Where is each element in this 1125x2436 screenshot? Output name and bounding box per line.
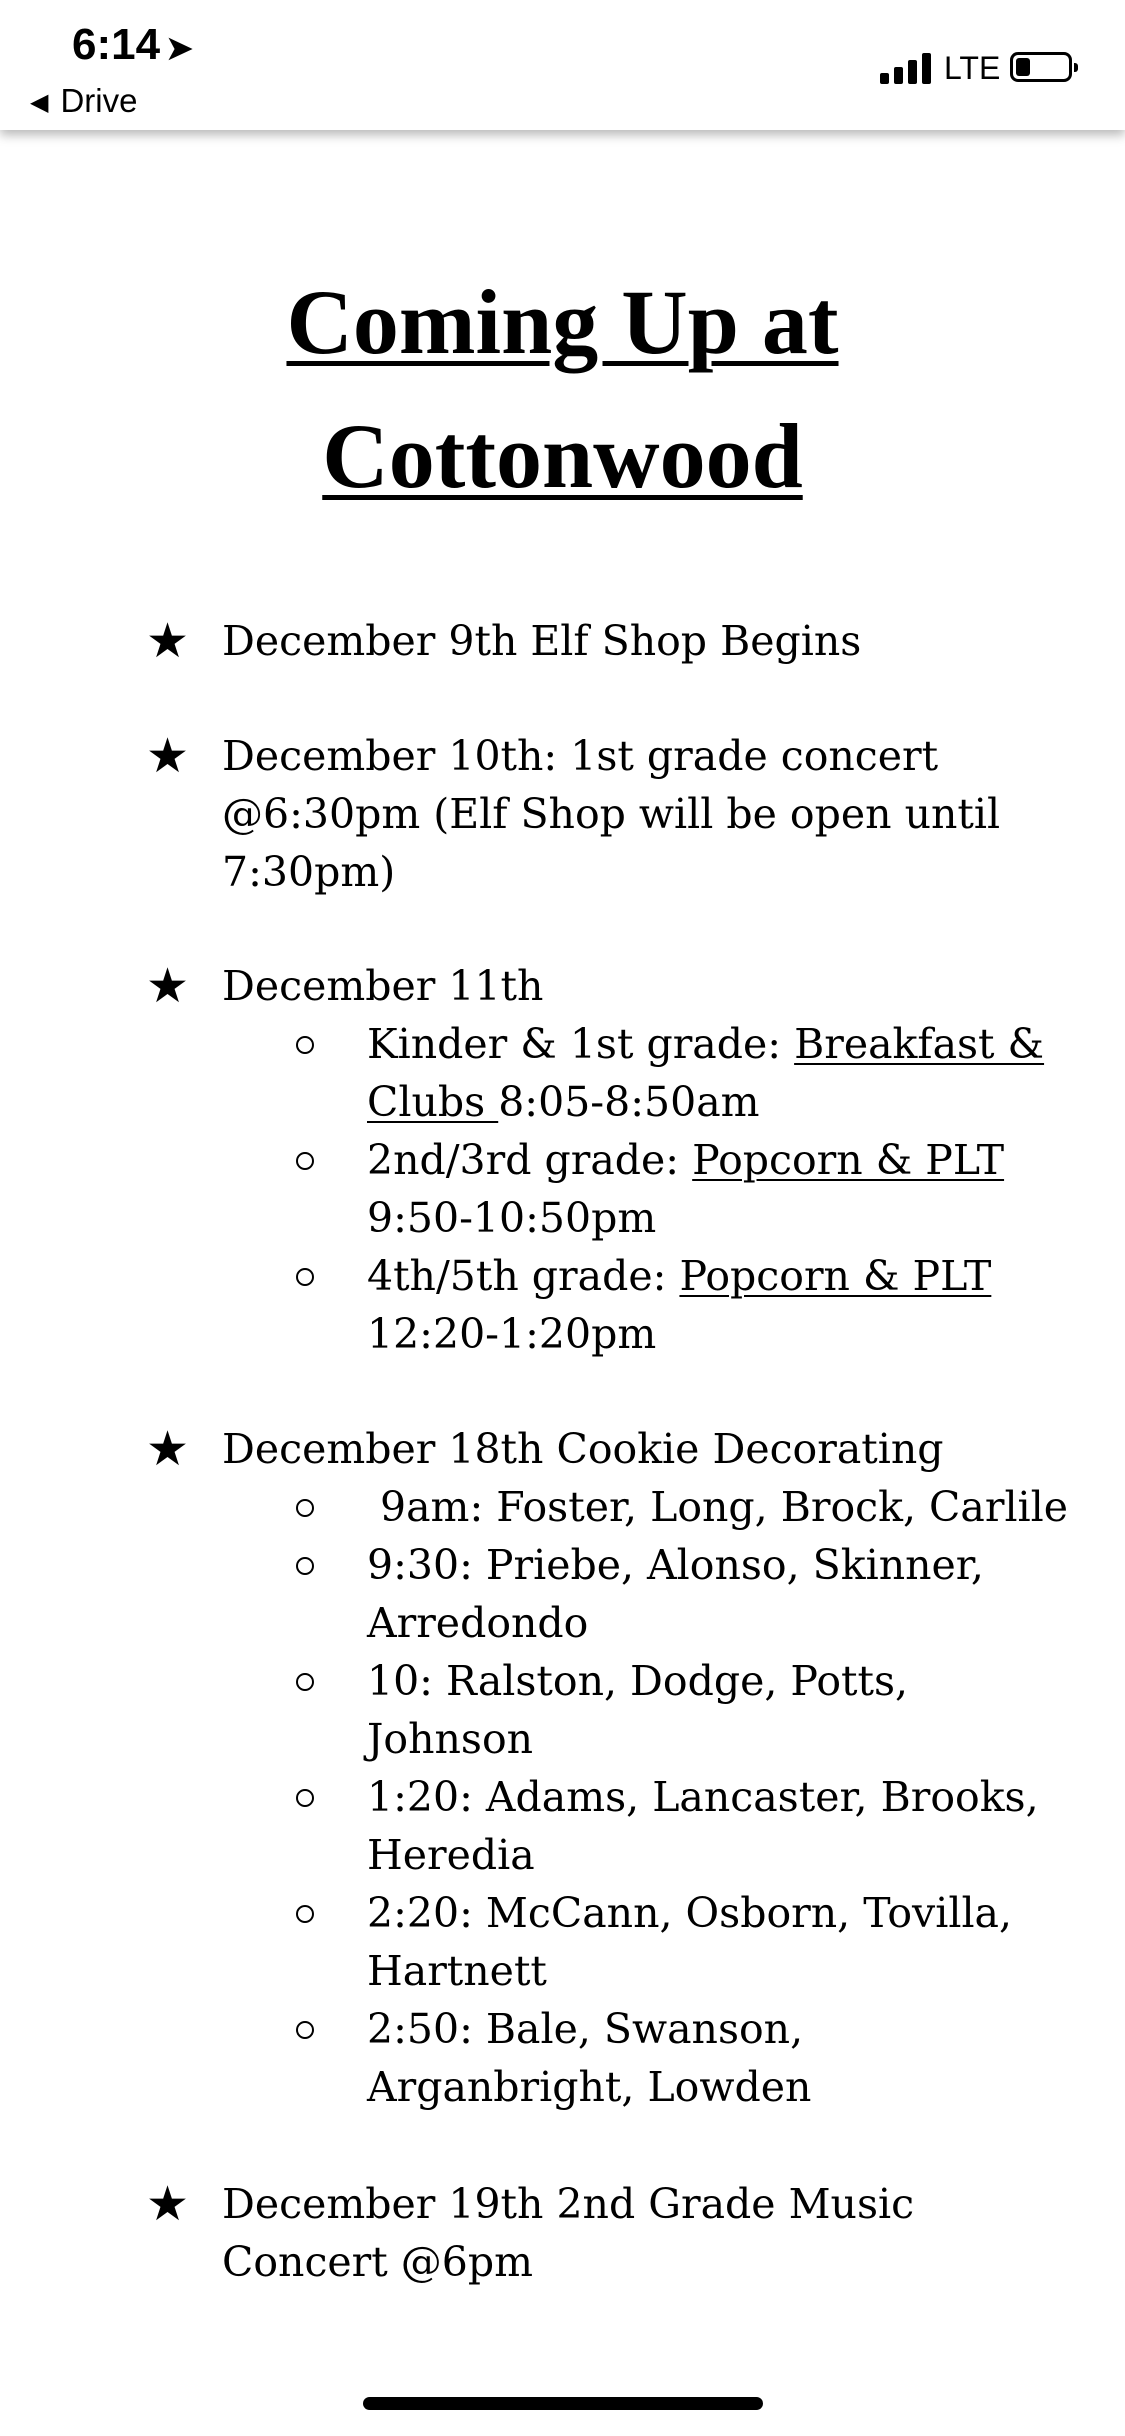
popcorn-plt-link[interactable]: Popcorn & PLT (679, 1252, 992, 1300)
list-item-continued: Arredondo (367, 1599, 589, 1647)
list-item (367, 1247, 991, 1305)
popcorn-plt-link[interactable]: Popcorn & PLT (692, 1136, 1005, 1184)
event-text: Concert @6pm (222, 2238, 534, 2286)
list-item: 9am: Foster, Long, Brock, Carlile (367, 1483, 1069, 1531)
circle-bullet-icon (296, 1673, 314, 1691)
clock-time: 6:14 (72, 20, 161, 69)
circle-bullet-icon (296, 1268, 314, 1286)
circle-bullet-icon (296, 1152, 314, 1170)
list-item: 9:30: Priebe, Alonso, Skinner, (367, 1541, 984, 1589)
breakfast-clubs-link-cont[interactable]: Clubs (367, 1078, 499, 1126)
circle-bullet-icon (296, 1905, 314, 1923)
item-label: 4th/5th grade: (367, 1252, 680, 1300)
cellular-signal-icon (880, 52, 936, 84)
circle-bullet-icon (296, 1499, 314, 1517)
list-item: 1:20: Adams, Lancaster, Brooks, (367, 1773, 1039, 1821)
star-bullet-icon: ★ (146, 613, 190, 669)
breakfast-clubs-link[interactable]: Breakfast & (794, 1020, 1045, 1068)
list-item-continued: Arganbright, Lowden (367, 2063, 812, 2111)
network-type: LTE (944, 50, 1001, 86)
list-item (367, 1131, 1004, 1189)
item-label: Kinder & 1st grade: (367, 1020, 795, 1068)
event-text: December 11th (222, 962, 544, 1010)
item-time: 12:20-1:20pm (367, 1310, 657, 1358)
event-text: December 10th: 1st grade concert (222, 732, 939, 780)
status-bar (0, 0, 1125, 130)
circle-bullet-icon (296, 1036, 314, 1054)
list-item-continued: Johnson (367, 1715, 534, 1763)
battery-icon (1010, 52, 1072, 82)
title-line-2: Cottonwood (322, 405, 803, 507)
event-text: December 18th Cookie Decorating (222, 1425, 944, 1473)
home-indicator[interactable] (363, 2397, 763, 2410)
back-label: Drive (60, 82, 138, 119)
star-bullet-icon: ★ (146, 728, 190, 784)
back-triangle-icon: ◀ (30, 89, 49, 116)
item-time: 8:05-8:50am (498, 1078, 760, 1126)
clock (72, 20, 193, 70)
event-text: @6:30pm (Elf Shop will be open until (222, 790, 1001, 838)
location-arrow-icon: ➤ (166, 30, 193, 66)
title-line-1: Coming Up at (286, 271, 839, 373)
list-item-continued: Heredia (367, 1831, 535, 1879)
event-text: 7:30pm) (222, 848, 396, 896)
list-item-continued (367, 1073, 760, 1131)
list-item-continued: Hartnett (367, 1947, 547, 1995)
circle-bullet-icon (296, 2021, 314, 2039)
list-item: 2:20: McCann, Osborn, Tovilla, (367, 1889, 1013, 1937)
list-item (367, 1015, 1044, 1073)
page-title (0, 255, 1125, 523)
event-text: December 9th Elf Shop Begins (222, 617, 862, 665)
list-item: 10: Ralston, Dodge, Potts, (367, 1657, 909, 1705)
item-time: 9:50-10:50pm (367, 1194, 657, 1242)
event-text: December 19th 2nd Grade Music (222, 2180, 915, 2228)
circle-bullet-icon (296, 1557, 314, 1575)
star-bullet-icon: ★ (146, 1421, 190, 1477)
list-item: 2:50: Bale, Swanson, (367, 2005, 804, 2053)
circle-bullet-icon (296, 1789, 314, 1807)
star-bullet-icon: ★ (146, 2176, 190, 2232)
item-label: 2nd/3rd grade: (367, 1136, 693, 1184)
back-to-drive-button[interactable] (30, 82, 137, 120)
star-bullet-icon: ★ (146, 958, 190, 1014)
